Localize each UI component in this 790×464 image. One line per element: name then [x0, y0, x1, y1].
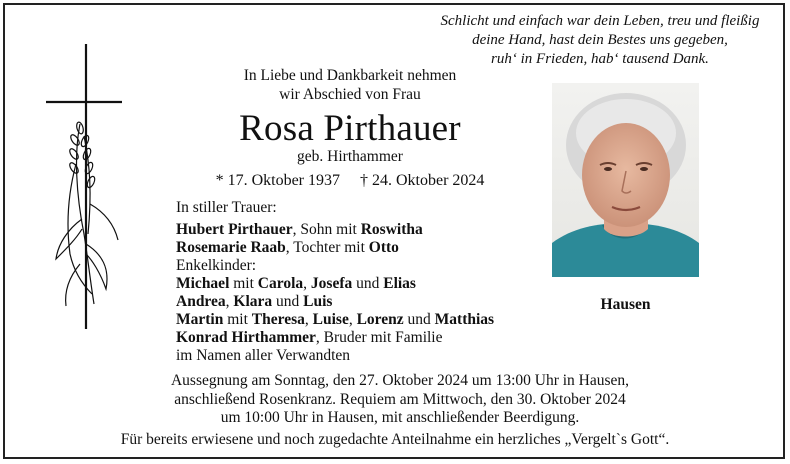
mourner-name: Luis [303, 293, 333, 310]
mourner-name: Otto [368, 239, 399, 256]
mourner-line [176, 329, 536, 347]
deceased-name: Rosa Pirthauer [239, 108, 461, 149]
thanks-text: Für bereits erwiesene und noch zugedachte Anteilnahme ein herzliches „Vergelt`s Gott“. [120, 431, 670, 448]
intro-line: In Liebe und Dankbarkeit nehmen [243, 67, 457, 84]
mourner-line [176, 239, 536, 257]
mourner-name: Carola [257, 275, 304, 292]
mourner-relation: und [352, 275, 384, 292]
mourner-name: Martin [176, 311, 224, 328]
service-line: um 10:00 Uhr in Hausen, mit anschließender Beerdigung. [220, 409, 580, 426]
mourner-name: Matthias [434, 311, 495, 328]
mourner-relation: im Namen aller Verwandten [176, 347, 351, 364]
birth-name: geb. Hirthammer [297, 148, 403, 165]
mourner-name: Hubert Pirthauer [176, 221, 293, 238]
mourner-line [176, 275, 536, 293]
cross-with-wheat-icon [44, 44, 134, 329]
intro-line: wir Abschied von Frau [279, 86, 421, 103]
mourner-name: Michael [176, 275, 230, 292]
poem-line: Schlicht und einfach war dein Leben, treu und fleißig [440, 13, 760, 29]
service-line: Aussegnung am Sonntag, den 27. Oktober 2024 um 13:00 Uhr in Hausen, [170, 372, 630, 389]
poem-line: ruh‘ in Frieden, hab‘ tausend Dank. [491, 51, 709, 67]
service-line: anschließend Rosenkranz. Requiem am Mittwoch, den 30. Oktober 2024 [174, 390, 626, 408]
mourner-relation: und [403, 311, 435, 328]
mourner-line [176, 293, 536, 311]
mourner-relation: , [348, 311, 357, 328]
portrait-photo [552, 83, 699, 277]
intro-text [200, 66, 500, 104]
mourner-name: Andrea [176, 293, 226, 310]
mourner-relation: , [304, 311, 313, 328]
mourner-name: Konrad Hirthammer [176, 329, 316, 346]
mourner-line [176, 257, 536, 275]
mourner-name: Lorenz [356, 311, 404, 328]
mourner-relation: und [272, 293, 304, 310]
life-dates [160, 171, 540, 191]
mourners-heading: In stiller Trauer: [176, 199, 277, 216]
memorial-poem [420, 12, 780, 69]
mourner-relation: , Tochter mit [285, 239, 369, 256]
mourner-relation: , Bruder mit Familie [315, 329, 443, 346]
funeral-service-info [100, 372, 700, 428]
mourner-name: Josefa [310, 275, 353, 292]
mourner-name: Theresa [251, 311, 305, 328]
residence-location: Hausen [600, 296, 651, 313]
mourner-name: Luise [312, 311, 349, 328]
mourner-name: Roswitha [360, 221, 423, 238]
mourner-relation: Enkelkinder: [176, 257, 257, 274]
mourner-relation: , [303, 275, 311, 292]
mourner-relation: mit [223, 311, 252, 328]
mourner-line [176, 347, 536, 365]
mourner-name: Klara [233, 293, 273, 310]
mourners-list [176, 199, 536, 365]
mourner-relation: , Sohn mit [292, 221, 361, 238]
mourner-relation: , [225, 293, 234, 310]
mourner-name: Elias [383, 275, 416, 292]
mourner-name: Rosemarie Raab [176, 239, 286, 256]
mourner-line [176, 311, 536, 329]
poem-line: deine Hand, hast dein Bestes uns gegeben, [472, 32, 728, 48]
mourner-line [176, 221, 536, 239]
death-date: † 24. Oktober 2024 [360, 172, 485, 189]
birth-date: * 17. Oktober 1937 [215, 172, 340, 189]
mourner-relation: mit [229, 275, 258, 292]
